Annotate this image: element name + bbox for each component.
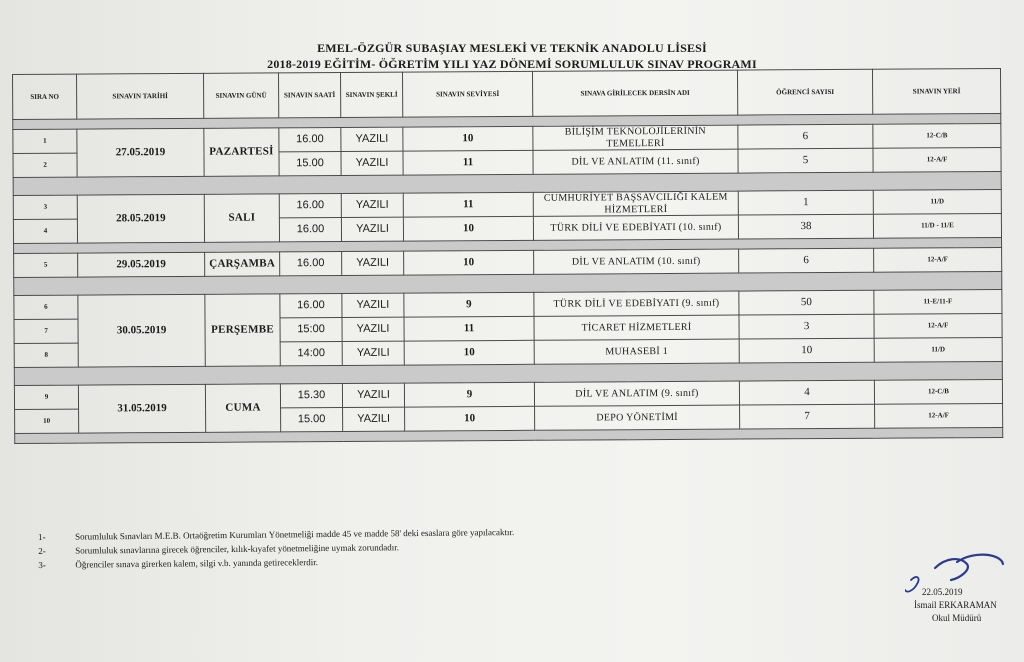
note-text: Sorumluluk sınavlarına girecek öğrenciler, kılık-kıyafet yönetmeliğine uymak zorundadır. (75, 542, 400, 556)
exam-time: 16.00 (279, 127, 341, 151)
exam-date: 28.05.2019 (77, 194, 204, 243)
exam-level: 9 (404, 382, 534, 407)
note-key: 1- (38, 531, 46, 542)
exam-room: 11/D - 11/E (873, 213, 1001, 238)
row-no: 6 (14, 295, 78, 319)
exam-room: 12-A/F (874, 247, 1002, 272)
exam-room: 11/D (873, 189, 1001, 214)
exam-room: 12-C/B (874, 379, 1002, 404)
exam-form: YAZILI (341, 151, 403, 175)
student-count: 6 (739, 248, 874, 273)
course-name: TİCARET HİZMETLERİ (534, 315, 739, 340)
header-time: SINAVIN SAATİ (278, 72, 340, 117)
exam-level: 10 (403, 126, 533, 151)
exam-level: 9 (404, 292, 534, 317)
exam-form: YAZILI (342, 251, 404, 275)
signature-role: Okul Müdürü (932, 613, 982, 623)
row-no: 1 (13, 129, 77, 153)
exam-form: YAZILI (341, 127, 403, 151)
signature-name: İsmail ERKARAMAN (914, 600, 997, 610)
course-name: DİL VE ANLATIM (11. sınıf) (533, 149, 738, 174)
exam-time: 16.00 (279, 217, 341, 241)
exam-form: YAZILI (342, 341, 404, 365)
exam-form: YAZILI (343, 407, 405, 431)
student-count: 1 (738, 190, 873, 215)
exam-room: 12-A/F (875, 403, 1003, 428)
exam-level: 10 (404, 340, 534, 365)
program-title: 2018-2019 EĞİTİM- ÖĞRETİM YILI YAZ DÖNEMİ SORUMLULUK SINAV PROGRAMI (267, 57, 757, 71)
student-count: 10 (739, 338, 874, 363)
exam-level: 11 (404, 316, 534, 341)
row-no: 2 (13, 153, 77, 177)
exam-form: YAZILI (342, 383, 404, 407)
course-name: DEPO YÖNETİMİ (535, 405, 740, 430)
row-no: 10 (15, 409, 79, 433)
student-count: 38 (738, 214, 873, 239)
student-count: 7 (740, 404, 875, 429)
header-count: ÖĞRENCİ SAYISI (737, 69, 872, 115)
header-no: SIRA NO (13, 74, 77, 119)
course-name: DİL VE ANLATIM (9. sınıf) (534, 381, 739, 406)
exam-form: YAZILI (342, 293, 404, 317)
header-room: SINAVIN YERİ (872, 68, 1000, 114)
signature-date: 22.05.2019 (922, 587, 963, 597)
exam-level: 10 (403, 216, 533, 241)
course-name: BİLİŞİM TEKNOLOJİLERİNİN TEMELLERİ (533, 125, 738, 150)
exam-time: 15.00 (281, 407, 343, 431)
exam-room: 12-C/B (873, 123, 1001, 148)
note-text: Sorumluluk Sınavları M.E.B. Ortaöğretim Kurumları Yönetmeliği madde 45 ve madde 58' deki esaslara göre yapılacaktır. (75, 527, 515, 542)
exam-room: 11/D (874, 337, 1002, 362)
exam-level: 11 (403, 150, 533, 175)
course-name: TÜRK DİLİ VE EDEBİYATI (9. sınıf) (534, 291, 739, 316)
exam-date: 29.05.2019 (78, 252, 205, 277)
notes-list (38, 525, 515, 572)
note-key: 2- (38, 545, 46, 556)
exam-date: 27.05.2019 (77, 128, 204, 177)
course-name: MUHASEBİ 1 (534, 339, 739, 364)
header-level: SINAVIN SEVİYESİ (402, 71, 532, 117)
exam-day: PERŞEMBE (205, 294, 280, 366)
exam-form: YAZILI (342, 317, 404, 341)
exam-level: 10 (405, 406, 535, 431)
exam-day: CUMA (205, 384, 280, 432)
row-no: 9 (14, 385, 78, 409)
row-no: 7 (14, 319, 78, 343)
exam-time: 15.00 (279, 151, 341, 175)
course-name: DİL VE ANLATIM (10. sınıf) (534, 249, 739, 274)
school-title: EMEL-ÖZGÜR SUBAŞIAY MESLEKİ VE TEKNİK ANADOLU LİSESİ (317, 41, 707, 55)
exam-date: 31.05.2019 (78, 384, 205, 433)
exam-day: PAZARTESİ (204, 128, 279, 176)
table-header-row (13, 68, 1001, 119)
student-count: 3 (739, 314, 874, 339)
exam-schedule-table (12, 68, 1003, 444)
exam-form: YAZILI (341, 193, 403, 217)
exam-room: 12-A/F (873, 147, 1001, 172)
exam-room: 11-E/11-F (874, 289, 1002, 314)
student-count: 5 (738, 148, 873, 173)
student-count: 6 (738, 124, 873, 149)
header-date: SINAVIN TARİHİ (77, 73, 204, 119)
row-no: 3 (13, 195, 77, 219)
note-text: Öğrenciler sınava girerken kalem, silgi v.b. yanında getireceklerdir. (75, 557, 318, 570)
row-no: 8 (14, 343, 78, 367)
exam-date: 30.05.2019 (78, 294, 205, 367)
exam-day: SALI (204, 194, 279, 242)
exam-time: 16.00 (280, 251, 342, 275)
row-no: 4 (13, 219, 77, 243)
header-day: SINAVIN GÜNÜ (203, 73, 278, 118)
course-name: CUMHURİYET BAŞSAVCILIĞI KALEM HİZMETLERİ (533, 191, 738, 216)
student-count: 50 (739, 290, 874, 315)
exam-time: 15.30 (280, 383, 342, 407)
student-count: 4 (739, 380, 874, 405)
header-form: SINAVIN ŞEKLİ (340, 72, 402, 117)
exam-day: ÇARŞAMBA (205, 252, 280, 276)
exam-time: 16.00 (279, 193, 341, 217)
note-key: 3- (38, 559, 46, 570)
exam-time: 14:00 (280, 341, 342, 365)
exam-form: YAZILI (341, 217, 403, 241)
exam-time: 15:00 (280, 317, 342, 341)
row-no: 5 (14, 253, 78, 277)
exam-room: 12-A/F (874, 313, 1002, 338)
exam-time: 16.00 (280, 293, 342, 317)
header-course: SINAVA GİRİLECEK DERSİN ADI (532, 70, 737, 116)
course-name: TÜRK DİLİ VE EDEBİYATI (10. sınıf) (533, 215, 738, 240)
exam-level: 11 (403, 192, 533, 217)
exam-level: 10 (404, 250, 534, 275)
